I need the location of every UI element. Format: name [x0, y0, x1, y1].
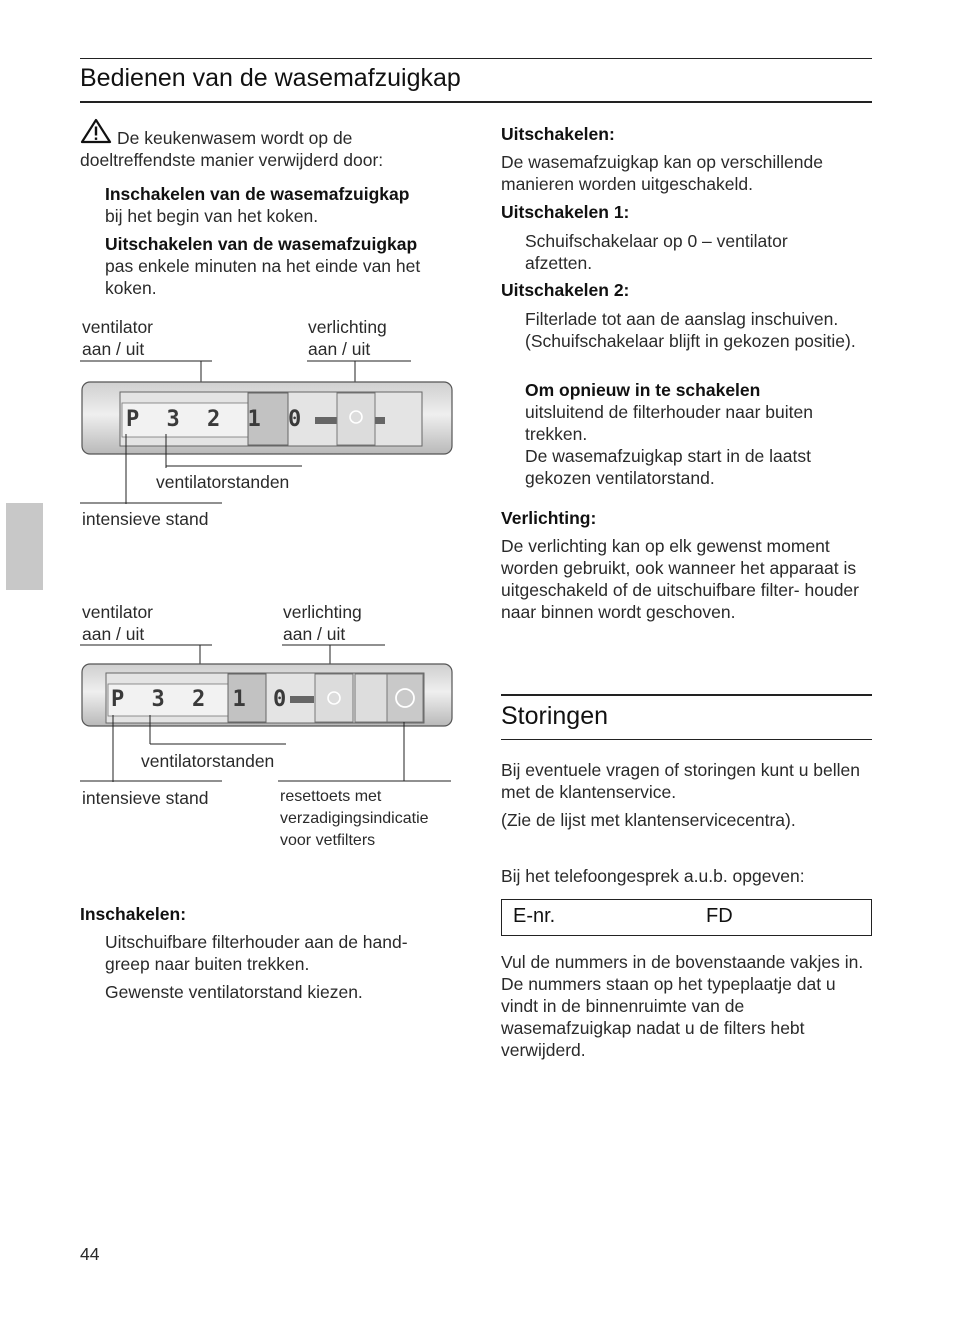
d1-label-light-l1: verlichting — [308, 317, 387, 337]
tip-item-2-bold: Uitschakelen van de wasemafzuigkap — [105, 234, 418, 254]
faults-text-2: (Zie de lijst met klantenservicecentra). — [501, 810, 796, 830]
d2-label-stages: ventilatorstanden — [141, 751, 275, 771]
d1-label-fan — [82, 316, 153, 360]
switch-on-line-2: greep naar buiten trekken. — [105, 954, 310, 974]
d2-label-light — [283, 601, 362, 645]
faults-title: Storingen — [501, 702, 609, 730]
d1-label-light — [308, 316, 387, 360]
faults-text-1: Bij eventuele vragen of storingen kunt u bellen met de klantenservice. — [501, 760, 860, 802]
d2-label-fan — [82, 601, 153, 645]
d2-label-fan-l1: ventilator — [82, 602, 154, 622]
header-rule-bottom — [80, 101, 872, 103]
d2-label-intensive: intensieve stand — [82, 788, 209, 808]
d1-label-fan-l2: aan / uit — [82, 339, 145, 359]
intro-text: De keukenwasem wordt op de doeltreffendste manier verwijderd door: — [80, 128, 384, 170]
switch-on-line-1: Uitschuifbare filterhouder aan de hand- — [105, 932, 408, 952]
header-rule-top — [80, 58, 872, 59]
faults-text-4: Vul de nummers in de bovenstaande vakjes in. De nummers staan op het typeplaatje dat u vindt in de binnenruimte van de wasemafzuigkap nadat u de filters hebt verwijderd. — [501, 952, 864, 1060]
d2-label-light-l1: verlichting — [283, 602, 362, 622]
switch-on-again-text: uitsluitend de filterhouder naar buiten trekken. — [525, 402, 813, 444]
d1-label-fan-l1: ventilator — [82, 317, 154, 337]
d2-label-reset-l1: resettoets met — [280, 788, 382, 805]
d2-lcd-display: P 3 2 1 0 — [111, 687, 294, 712]
switch-off-heading: Uitschakelen: — [501, 124, 615, 144]
d1-label-stages: ventilatorstanden — [156, 472, 290, 492]
faults-rule-bottom — [501, 739, 872, 740]
d2-label-fan-l2: aan / uit — [82, 624, 145, 644]
d2-label-light-l2: aan / uit — [283, 624, 346, 644]
chapter-tab — [6, 503, 43, 590]
switch-off-2-text: Filterlade tot aan de aanslag inschuiven. (Schuifschakelaar blijft in gekozen positie). — [525, 309, 856, 351]
enr-fd-box — [501, 899, 872, 936]
switch-on-step-2: Gewenste ventilatorstand kiezen. — [105, 982, 363, 1002]
d1-label-light-l2: aan / uit — [308, 339, 371, 359]
tip-item-1-text: bij het begin van het koken. — [105, 206, 319, 226]
switch-on-step-1 — [105, 931, 408, 975]
lighting-heading: Verlichting: — [501, 508, 597, 528]
page-number: 44 — [80, 1244, 100, 1264]
enr-label: E-nr. — [513, 905, 556, 927]
faults-text-3: Bij het telefoongesprek a.u.b. opgeven: — [501, 866, 805, 886]
page-title: Bedienen van de wasemafzuigkap — [80, 64, 461, 92]
switch-on-again-bold: Om opnieuw in te schakelen — [525, 380, 761, 400]
switch-on-again — [525, 379, 870, 489]
tip-item-1-bold: Inschakelen van de wasemafzuigkap — [105, 184, 410, 204]
d1-label-intensive: intensieve stand — [82, 509, 209, 529]
d2-label-reset-l3: voor vetfilters — [280, 832, 376, 849]
switch-off-2-heading: Uitschakelen 2: — [501, 280, 630, 300]
lighting-text: De verlichting kan op elk gewenst moment worden gebruikt, ook wanneer het apparaat is uitgeschakeld of de uitschuifbare filter- houder naar binnen wordt geschoven. — [501, 536, 859, 622]
d1-lcd-display: P 3 2 1 0 — [126, 407, 309, 432]
faults-rule-top — [501, 694, 872, 696]
d2-label-reset-l2: verzadigingsindicatie — [280, 810, 429, 827]
switch-off-1-heading: Uitschakelen 1: — [501, 202, 630, 222]
tip-item-2 — [105, 233, 455, 299]
switch-off-text: De wasemafzuigkap kan op verschillende manieren worden uitgeschakeld. — [501, 152, 823, 194]
tip-item-2-text: pas enkele minuten na het einde van het koken. — [105, 256, 421, 298]
switch-on-heading: Inschakelen: — [80, 904, 187, 924]
tip-item-1 — [105, 183, 455, 227]
switch-off-1-text: Schuifschakelaar op 0 – ventilator afzetten. — [525, 231, 788, 273]
d2-label-reset — [280, 786, 429, 852]
switch-on-again-text-2: De wasemafzuigkap start in de laatst gekozen ventilatorstand. — [525, 446, 811, 488]
fd-label: FD — [706, 905, 733, 927]
